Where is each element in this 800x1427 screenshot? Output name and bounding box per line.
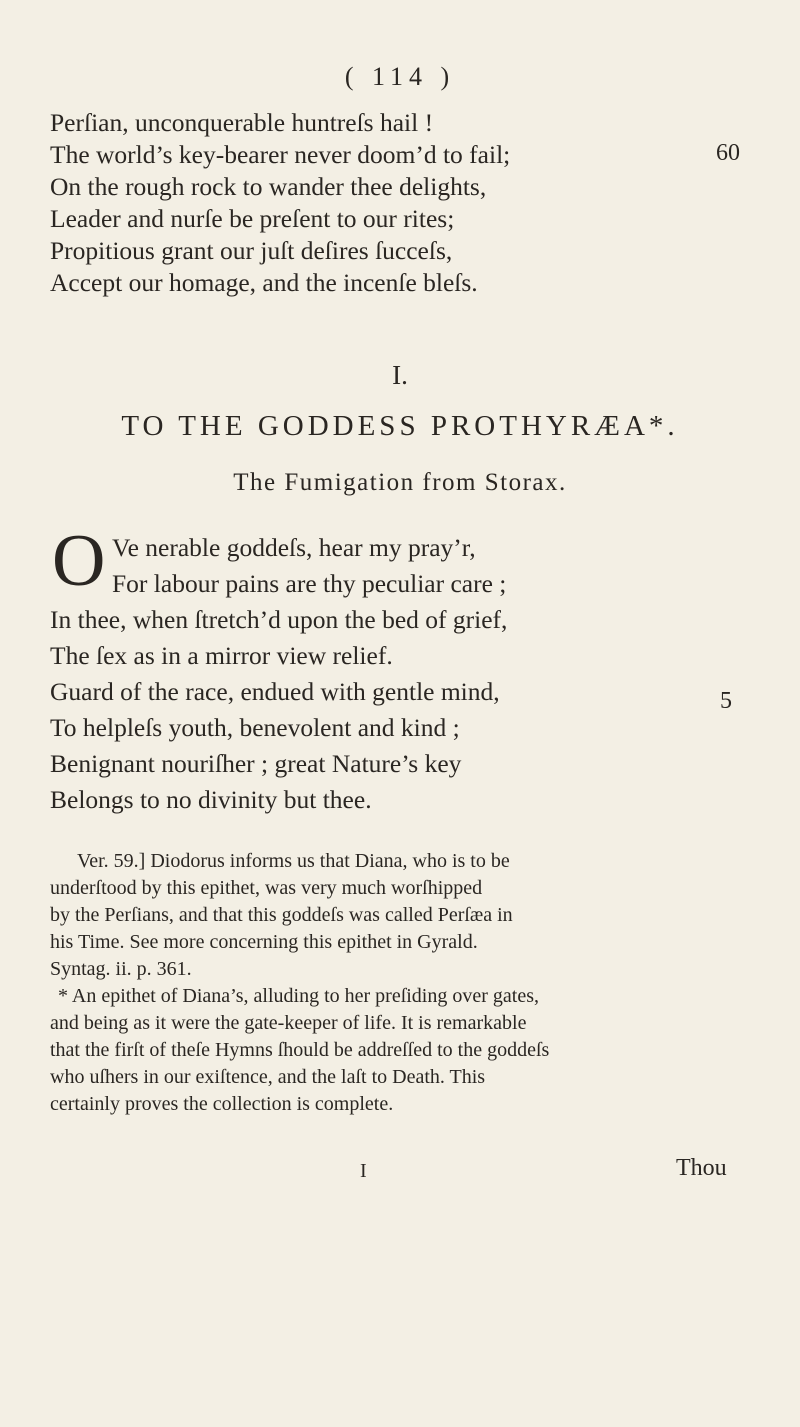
section-number: I. — [392, 360, 408, 390]
verse-line: Accept our homage, and the incenſe bleſs. — [50, 268, 478, 297]
footnote-line: who uſhers in our exiſtence, and the laſt to Death. This — [50, 1066, 486, 1088]
verse-line: In thee, when ſtretch’d upon the bed of grief, — [50, 605, 508, 634]
signature-mark: I — [360, 1160, 367, 1182]
verse-line: On the rough rock to wander thee delights, — [50, 172, 487, 201]
hymn-title: TO THE GODDESS PROTHYRÆA*. — [121, 410, 679, 442]
footnote-line: by the Perſians, and that this goddeſs was called Perſæa in — [50, 904, 513, 926]
page-number: ( 114 ) — [344, 62, 456, 91]
footnote-line: his Time. See more concerning this epithet in Gyrald. — [50, 931, 478, 953]
verse-line: Belongs to no divinity but thee. — [50, 785, 372, 814]
verse-line: Ve nerable goddeſs, hear my pray’r, — [112, 533, 476, 562]
footnote-line: that the firſt of theſe Hymns ſhould be addreſſed to the goddeſs — [50, 1039, 550, 1061]
verse-line: Benignant nouriſher ; great Nature’s key — [50, 749, 462, 778]
line-number: 60 — [716, 140, 740, 166]
verse-line: Leader and nurſe be preſent to our rites; — [50, 204, 455, 233]
verse-line: Guard of the race, endued with gentle mind, — [50, 677, 500, 706]
verse-line: The ſex as in a mirror view relief. — [50, 641, 393, 670]
footnote-line: * An epithet of Diana’s, alluding to her preſiding over gates, — [58, 985, 539, 1007]
footnote-line: underſtood by this epithet, was very much worſhipped — [50, 877, 483, 899]
hymn-subtitle: The Fumigation from Storax. — [233, 469, 567, 496]
drop-cap: O — [52, 520, 106, 602]
verse-line: Perſian, unconquerable huntreſs hail ! — [50, 108, 434, 137]
footnote-line: certainly proves the collection is complete. — [50, 1093, 394, 1115]
footnote-line: Syntag. ii. p. 361. — [50, 958, 192, 980]
footnote-line: Ver. 59.] Diodorus informs us that Diana, who is to be — [77, 850, 510, 872]
catchword: Thou — [676, 1155, 727, 1181]
verse-line: To helpleſs youth, benevolent and kind ; — [50, 713, 460, 742]
verse-line: For labour pains are thy peculiar care ; — [112, 569, 507, 598]
verse-line: The world’s key-bearer never doom’d to fail; — [50, 140, 511, 169]
footnote-line: and being as it were the gate-keeper of life. It is remarkable — [50, 1012, 527, 1034]
line-number: 5 — [720, 688, 732, 714]
verse-line: Propitious grant our juſt deſires ſucceſs, — [50, 236, 453, 265]
